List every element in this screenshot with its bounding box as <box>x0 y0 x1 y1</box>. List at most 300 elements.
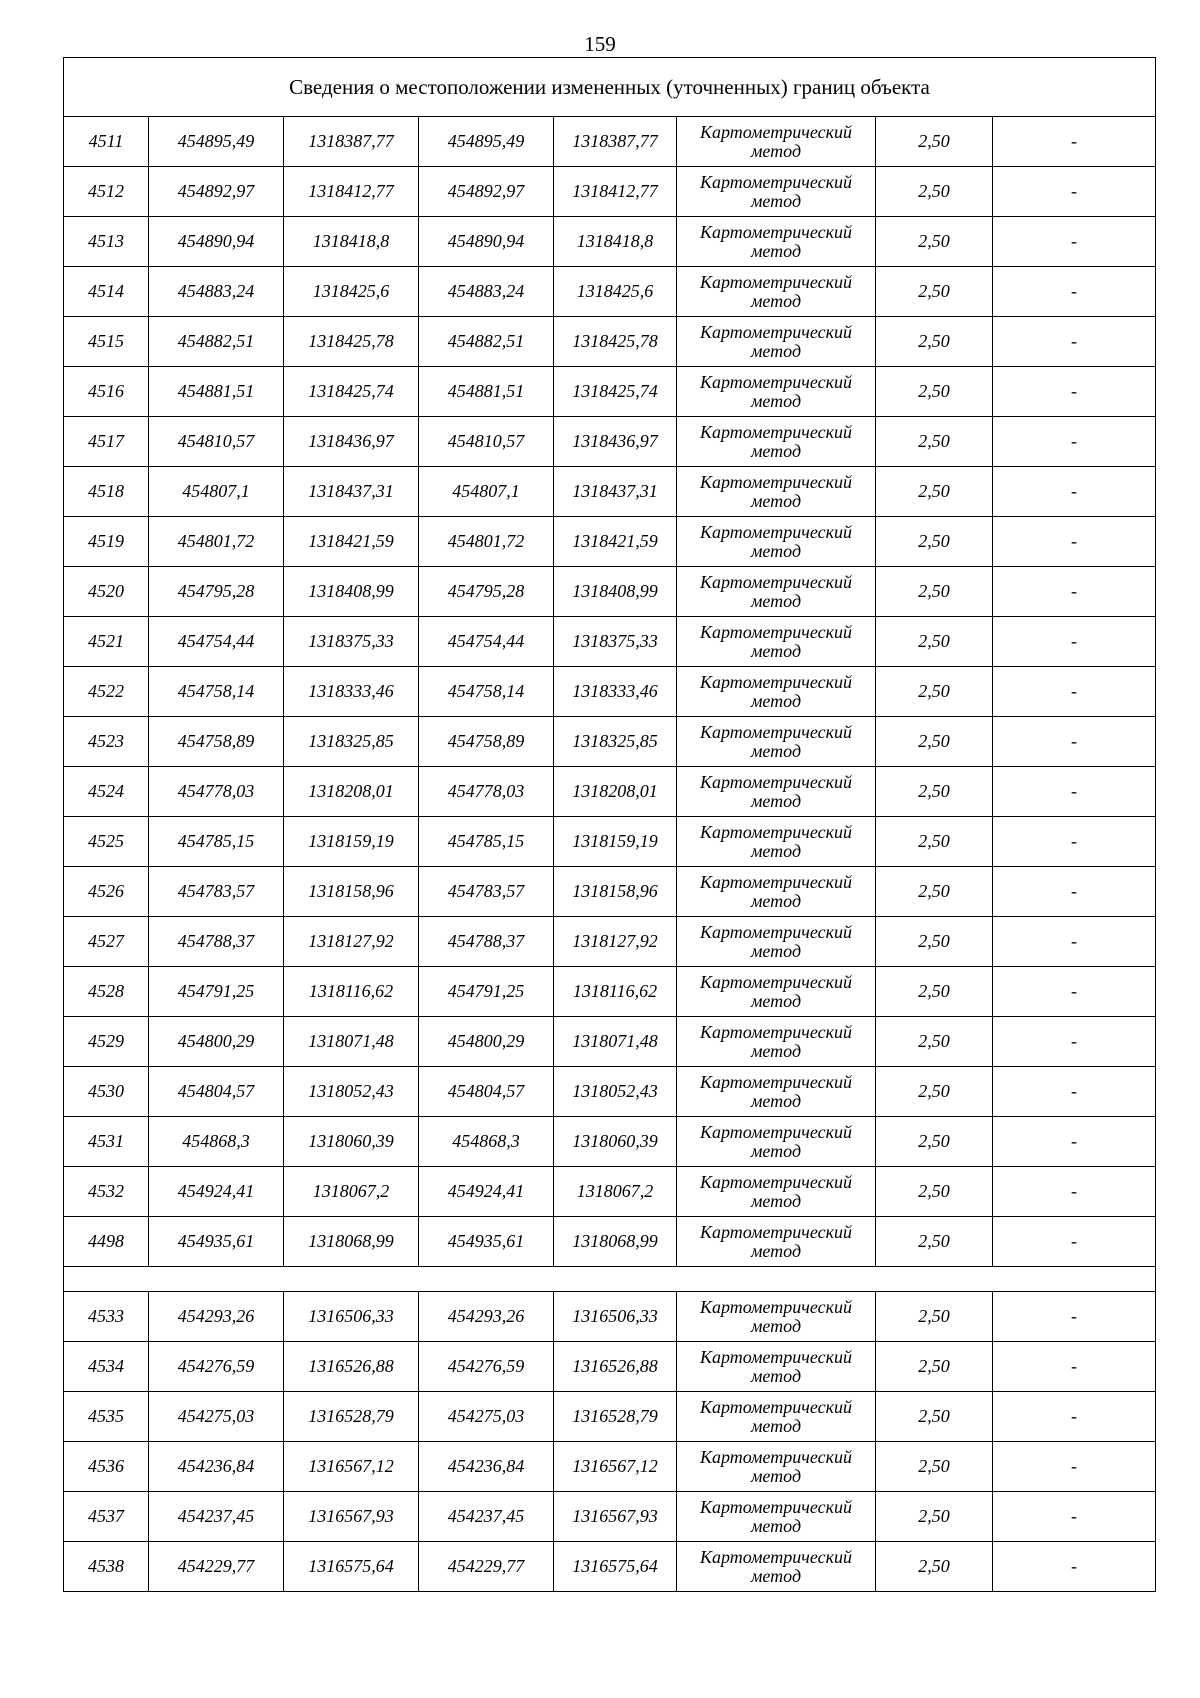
method-label-line1: Картометрический <box>699 1496 852 1517</box>
y-new: 1318412,77 <box>554 167 677 217</box>
x-existing: 454754,44 <box>149 617 284 667</box>
method-label-line2: метод <box>750 1140 802 1161</box>
precision-value: 2,50 <box>876 317 993 367</box>
point-number: 4534 <box>64 1342 149 1392</box>
y-new: 1316567,12 <box>554 1442 677 1492</box>
point-number: 4511 <box>64 117 149 167</box>
point-number: 4519 <box>64 517 149 567</box>
y-existing: 1318387,77 <box>284 117 419 167</box>
y-existing: 1318436,97 <box>284 417 419 467</box>
method-cell <box>677 817 876 867</box>
description-value: - <box>993 917 1156 967</box>
method-label-line1: Картометрический <box>699 471 852 492</box>
y-new: 1318068,99 <box>554 1217 677 1267</box>
method-cell <box>677 967 876 1017</box>
table-row <box>64 917 1156 967</box>
y-new: 1316528,79 <box>554 1392 677 1442</box>
method-cell <box>677 317 876 367</box>
description-value: - <box>993 1167 1156 1217</box>
method-label-line2: метод <box>750 140 802 161</box>
table-row <box>64 1017 1156 1067</box>
method-label-line1: Картометрический <box>699 271 852 292</box>
method-label-line2: метод <box>750 590 802 611</box>
y-existing: 1318425,6 <box>284 267 419 317</box>
x-existing: 454758,14 <box>149 667 284 717</box>
table-row <box>64 517 1156 567</box>
method-label-line2: метод <box>750 890 802 911</box>
x-new: 454237,45 <box>419 1492 554 1542</box>
precision-value: 2,50 <box>876 1017 993 1067</box>
method-cell <box>677 1167 876 1217</box>
description-value: - <box>993 617 1156 667</box>
y-new: 1318067,2 <box>554 1167 677 1217</box>
table-row <box>64 1167 1156 1217</box>
y-existing: 1318071,48 <box>284 1017 419 1067</box>
x-new: 454882,51 <box>419 317 554 367</box>
table-row <box>64 217 1156 267</box>
description-value: - <box>993 1442 1156 1492</box>
y-new: 1318127,92 <box>554 917 677 967</box>
description-value: - <box>993 1217 1156 1267</box>
x-new: 454788,37 <box>419 917 554 967</box>
y-new: 1318421,59 <box>554 517 677 567</box>
table-row <box>64 1292 1156 1342</box>
point-number: 4529 <box>64 1017 149 1067</box>
method-label-line1: Картометрический <box>699 671 852 692</box>
method-label-line2: метод <box>750 190 802 211</box>
method-label-line1: Картометрический <box>699 421 852 442</box>
point-number: 4518 <box>64 467 149 517</box>
method-cell <box>677 617 876 667</box>
method-label-line1: Картометрический <box>699 971 852 992</box>
precision-value: 2,50 <box>876 217 993 267</box>
method-label-line1: Картометрический <box>699 321 852 342</box>
precision-value: 2,50 <box>876 667 993 717</box>
y-existing: 1318425,78 <box>284 317 419 367</box>
y-new: 1318425,74 <box>554 367 677 417</box>
description-value: - <box>993 317 1156 367</box>
precision-value: 2,50 <box>876 567 993 617</box>
y-existing: 1318437,31 <box>284 467 419 517</box>
method-label-line1: Картометрический <box>699 521 852 542</box>
table-row <box>64 667 1156 717</box>
description-value: - <box>993 217 1156 267</box>
precision-value: 2,50 <box>876 117 993 167</box>
point-number: 4531 <box>64 1117 149 1167</box>
method-label-line1: Картометрический <box>699 821 852 842</box>
method-label-line2: метод <box>750 1465 802 1486</box>
method-label-line2: метод <box>750 840 802 861</box>
x-existing: 454795,28 <box>149 567 284 617</box>
precision-value: 2,50 <box>876 1117 993 1167</box>
point-number: 4527 <box>64 917 149 967</box>
x-new: 454778,03 <box>419 767 554 817</box>
method-label-line2: метод <box>750 1040 802 1061</box>
y-new: 1318375,33 <box>554 617 677 667</box>
y-new: 1318060,39 <box>554 1117 677 1167</box>
y-existing: 1318325,85 <box>284 717 419 767</box>
table-title-row <box>64 58 1156 117</box>
x-existing: 454881,51 <box>149 367 284 417</box>
y-existing: 1318068,99 <box>284 1217 419 1267</box>
description-value: - <box>993 267 1156 317</box>
table-row <box>64 167 1156 217</box>
precision-value: 2,50 <box>876 1392 993 1442</box>
method-label-line2: метод <box>750 690 802 711</box>
y-new: 1318437,31 <box>554 467 677 517</box>
method-label-line1: Картометрический <box>699 571 852 592</box>
y-new: 1318418,8 <box>554 217 677 267</box>
x-new: 454783,57 <box>419 867 554 917</box>
description-value: - <box>993 767 1156 817</box>
method-label-line2: метод <box>750 390 802 411</box>
method-cell <box>677 267 876 317</box>
table-title: Сведения о местоположении измененных (уточненных) границ объекта <box>64 58 1156 117</box>
x-new: 454229,77 <box>419 1542 554 1592</box>
x-existing: 454895,49 <box>149 117 284 167</box>
method-cell <box>677 1492 876 1542</box>
table-row <box>64 817 1156 867</box>
x-existing: 454810,57 <box>149 417 284 467</box>
method-label-line2: метод <box>750 1515 802 1536</box>
method-cell <box>677 417 876 467</box>
method-label-line1: Картометрический <box>699 1121 852 1142</box>
y-new: 1316567,93 <box>554 1492 677 1542</box>
point-number: 4533 <box>64 1292 149 1342</box>
description-value: - <box>993 517 1156 567</box>
x-new: 454810,57 <box>419 417 554 467</box>
point-number: 4537 <box>64 1492 149 1542</box>
method-label-line1: Картометрический <box>699 1021 852 1042</box>
description-value: - <box>993 967 1156 1017</box>
description-value: - <box>993 167 1156 217</box>
precision-value: 2,50 <box>876 767 993 817</box>
x-new: 454758,89 <box>419 717 554 767</box>
x-new: 454881,51 <box>419 367 554 417</box>
boundary-coordinates-table <box>63 57 1156 1592</box>
x-new: 454791,25 <box>419 967 554 1017</box>
x-new: 454754,44 <box>419 617 554 667</box>
y-new: 1318158,96 <box>554 867 677 917</box>
point-number: 4524 <box>64 767 149 817</box>
method-cell <box>677 167 876 217</box>
y-existing: 1318116,62 <box>284 967 419 1017</box>
y-new: 1316575,64 <box>554 1542 677 1592</box>
x-new: 454935,61 <box>419 1217 554 1267</box>
x-existing: 454293,26 <box>149 1292 284 1342</box>
y-existing: 1318208,01 <box>284 767 419 817</box>
method-label-line1: Картометрический <box>699 621 852 642</box>
y-new: 1318052,43 <box>554 1067 677 1117</box>
method-label-line1: Картометрический <box>699 921 852 942</box>
method-label-line2: метод <box>750 340 802 361</box>
method-label-line2: метод <box>750 1190 802 1211</box>
description-value: - <box>993 1392 1156 1442</box>
point-number: 4515 <box>64 317 149 367</box>
method-label-line2: метод <box>750 1240 802 1261</box>
description-value: - <box>993 817 1156 867</box>
method-label-line2: метод <box>750 240 802 261</box>
method-cell <box>677 217 876 267</box>
x-existing: 454935,61 <box>149 1217 284 1267</box>
method-label-line2: метод <box>750 540 802 561</box>
table-row <box>64 367 1156 417</box>
table-row <box>64 1217 1156 1267</box>
method-cell <box>677 117 876 167</box>
method-label-line1: Картометрический <box>699 171 852 192</box>
table-row <box>64 1067 1156 1117</box>
y-new: 1318116,62 <box>554 967 677 1017</box>
x-existing: 454236,84 <box>149 1442 284 1492</box>
y-new: 1318325,85 <box>554 717 677 767</box>
y-new: 1316526,88 <box>554 1342 677 1392</box>
description-value: - <box>993 1492 1156 1542</box>
point-number: 4512 <box>64 167 149 217</box>
table-row <box>64 567 1156 617</box>
method-label-line2: метод <box>750 1090 802 1111</box>
x-existing: 454275,03 <box>149 1392 284 1442</box>
point-number: 4498 <box>64 1217 149 1267</box>
table-row <box>64 467 1156 517</box>
method-label-line2: метод <box>750 640 802 661</box>
x-new: 454807,1 <box>419 467 554 517</box>
method-label-line2: метод <box>750 1415 802 1436</box>
y-new: 1318333,46 <box>554 667 677 717</box>
method-label-line2: метод <box>750 1365 802 1386</box>
method-label-line1: Картометрический <box>699 1171 852 1192</box>
precision-value: 2,50 <box>876 1342 993 1392</box>
table-row <box>64 1342 1156 1392</box>
y-existing: 1316528,79 <box>284 1392 419 1442</box>
precision-value: 2,50 <box>876 1292 993 1342</box>
precision-value: 2,50 <box>876 1067 993 1117</box>
description-value: - <box>993 1542 1156 1592</box>
y-existing: 1316567,12 <box>284 1442 419 1492</box>
page-number: 159 <box>584 32 616 56</box>
method-label-line2: метод <box>750 790 802 811</box>
x-existing: 454791,25 <box>149 967 284 1017</box>
point-number: 4516 <box>64 367 149 417</box>
description-value: - <box>993 1117 1156 1167</box>
x-new: 454800,29 <box>419 1017 554 1067</box>
method-label-line1: Картометрический <box>699 1396 852 1417</box>
y-new: 1318408,99 <box>554 567 677 617</box>
method-label-line1: Картометрический <box>699 1546 852 1567</box>
x-new: 454275,03 <box>419 1392 554 1442</box>
method-cell <box>677 1217 876 1267</box>
y-existing: 1318159,19 <box>284 817 419 867</box>
method-cell <box>677 717 876 767</box>
method-label-line1: Картометрический <box>699 1071 852 1092</box>
precision-value: 2,50 <box>876 367 993 417</box>
description-value: - <box>993 417 1156 467</box>
method-label-line2: метод <box>750 440 802 461</box>
precision-value: 2,50 <box>876 1442 993 1492</box>
precision-value: 2,50 <box>876 1492 993 1542</box>
point-number: 4530 <box>64 1067 149 1117</box>
group-separator-row <box>64 1267 1156 1292</box>
point-number: 4522 <box>64 667 149 717</box>
y-new: 1318436,97 <box>554 417 677 467</box>
description-value: - <box>993 367 1156 417</box>
precision-value: 2,50 <box>876 967 993 1017</box>
point-number: 4517 <box>64 417 149 467</box>
x-existing: 454276,59 <box>149 1342 284 1392</box>
precision-value: 2,50 <box>876 167 993 217</box>
y-existing: 1318425,74 <box>284 367 419 417</box>
method-label-line2: метод <box>750 290 802 311</box>
precision-value: 2,50 <box>876 267 993 317</box>
y-new: 1318425,6 <box>554 267 677 317</box>
x-existing: 454807,1 <box>149 467 284 517</box>
method-cell <box>677 467 876 517</box>
method-label-line2: метод <box>750 1315 802 1336</box>
y-existing: 1316575,64 <box>284 1542 419 1592</box>
point-number: 4528 <box>64 967 149 1017</box>
x-existing: 454785,15 <box>149 817 284 867</box>
method-cell <box>677 1392 876 1442</box>
method-cell <box>677 517 876 567</box>
method-cell <box>677 1342 876 1392</box>
table-row <box>64 317 1156 367</box>
y-existing: 1318418,8 <box>284 217 419 267</box>
point-number: 4523 <box>64 717 149 767</box>
method-cell <box>677 867 876 917</box>
method-label-line1: Картометрический <box>699 371 852 392</box>
description-value: - <box>993 1067 1156 1117</box>
x-new: 454892,97 <box>419 167 554 217</box>
point-number: 4538 <box>64 1542 149 1592</box>
point-number: 4525 <box>64 817 149 867</box>
x-new: 454293,26 <box>419 1292 554 1342</box>
x-existing: 454804,57 <box>149 1067 284 1117</box>
x-existing: 454783,57 <box>149 867 284 917</box>
y-existing: 1318421,59 <box>284 517 419 567</box>
method-label-line1: Картометрический <box>699 871 852 892</box>
precision-value: 2,50 <box>876 817 993 867</box>
table-row <box>64 617 1156 667</box>
y-existing: 1318158,96 <box>284 867 419 917</box>
x-new: 454801,72 <box>419 517 554 567</box>
method-label-line1: Картометрический <box>699 1346 852 1367</box>
method-label-line2: метод <box>750 990 802 1011</box>
precision-value: 2,50 <box>876 617 993 667</box>
x-new: 454236,84 <box>419 1442 554 1492</box>
y-existing: 1316506,33 <box>284 1292 419 1342</box>
description-value: - <box>993 567 1156 617</box>
method-cell <box>677 667 876 717</box>
y-existing: 1316526,88 <box>284 1342 419 1392</box>
y-existing: 1318127,92 <box>284 917 419 967</box>
x-existing: 454801,72 <box>149 517 284 567</box>
table-row <box>64 1392 1156 1442</box>
method-cell <box>677 767 876 817</box>
point-number: 4521 <box>64 617 149 667</box>
x-existing: 454890,94 <box>149 217 284 267</box>
x-new: 454804,57 <box>419 1067 554 1117</box>
y-new: 1316506,33 <box>554 1292 677 1342</box>
x-existing: 454924,41 <box>149 1167 284 1217</box>
table-row <box>64 1117 1156 1167</box>
x-existing: 454237,45 <box>149 1492 284 1542</box>
precision-value: 2,50 <box>876 517 993 567</box>
method-label-line2: метод <box>750 490 802 511</box>
x-new: 454276,59 <box>419 1342 554 1392</box>
method-cell <box>677 567 876 617</box>
y-existing: 1316567,93 <box>284 1492 419 1542</box>
y-new: 1318425,78 <box>554 317 677 367</box>
x-new: 454895,49 <box>419 117 554 167</box>
description-value: - <box>993 1017 1156 1067</box>
y-new: 1318071,48 <box>554 1017 677 1067</box>
method-cell <box>677 1117 876 1167</box>
precision-value: 2,50 <box>876 417 993 467</box>
precision-value: 2,50 <box>876 1167 993 1217</box>
method-label-line2: метод <box>750 940 802 961</box>
method-label-line1: Картометрический <box>699 1296 852 1317</box>
group-separator-cell <box>64 1267 1156 1292</box>
point-number: 4535 <box>64 1392 149 1442</box>
precision-value: 2,50 <box>876 1542 993 1592</box>
precision-value: 2,50 <box>876 867 993 917</box>
method-cell <box>677 1017 876 1067</box>
x-new: 454890,94 <box>419 217 554 267</box>
method-label-line2: метод <box>750 1565 802 1586</box>
x-existing: 454788,37 <box>149 917 284 967</box>
precision-value: 2,50 <box>876 717 993 767</box>
point-number: 4526 <box>64 867 149 917</box>
method-label-line2: метод <box>750 740 802 761</box>
point-number: 4536 <box>64 1442 149 1492</box>
method-label-line1: Картометрический <box>699 771 852 792</box>
method-label-line1: Картометрический <box>699 721 852 742</box>
x-existing: 454882,51 <box>149 317 284 367</box>
y-existing: 1318408,99 <box>284 567 419 617</box>
table-row <box>64 417 1156 467</box>
description-value: - <box>993 867 1156 917</box>
y-new: 1318387,77 <box>554 117 677 167</box>
x-new: 454785,15 <box>419 817 554 867</box>
x-new: 454868,3 <box>419 1117 554 1167</box>
description-value: - <box>993 667 1156 717</box>
precision-value: 2,50 <box>876 1217 993 1267</box>
x-existing: 454868,3 <box>149 1117 284 1167</box>
x-new: 454924,41 <box>419 1167 554 1217</box>
description-value: - <box>993 1342 1156 1392</box>
description-value: - <box>993 117 1156 167</box>
y-existing: 1318060,39 <box>284 1117 419 1167</box>
method-cell <box>677 367 876 417</box>
x-new: 454795,28 <box>419 567 554 617</box>
method-cell <box>677 1292 876 1342</box>
x-existing: 454778,03 <box>149 767 284 817</box>
y-existing: 1318052,43 <box>284 1067 419 1117</box>
x-new: 454758,14 <box>419 667 554 717</box>
table-row <box>64 767 1156 817</box>
description-value: - <box>993 1292 1156 1342</box>
y-new: 1318208,01 <box>554 767 677 817</box>
x-existing: 454758,89 <box>149 717 284 767</box>
x-existing: 454800,29 <box>149 1017 284 1067</box>
point-number: 4520 <box>64 567 149 617</box>
table-row <box>64 1542 1156 1592</box>
method-label-line1: Картометрический <box>699 1446 852 1467</box>
x-existing: 454883,24 <box>149 267 284 317</box>
method-cell <box>677 1542 876 1592</box>
y-existing: 1318412,77 <box>284 167 419 217</box>
x-new: 454883,24 <box>419 267 554 317</box>
method-cell <box>677 1067 876 1117</box>
